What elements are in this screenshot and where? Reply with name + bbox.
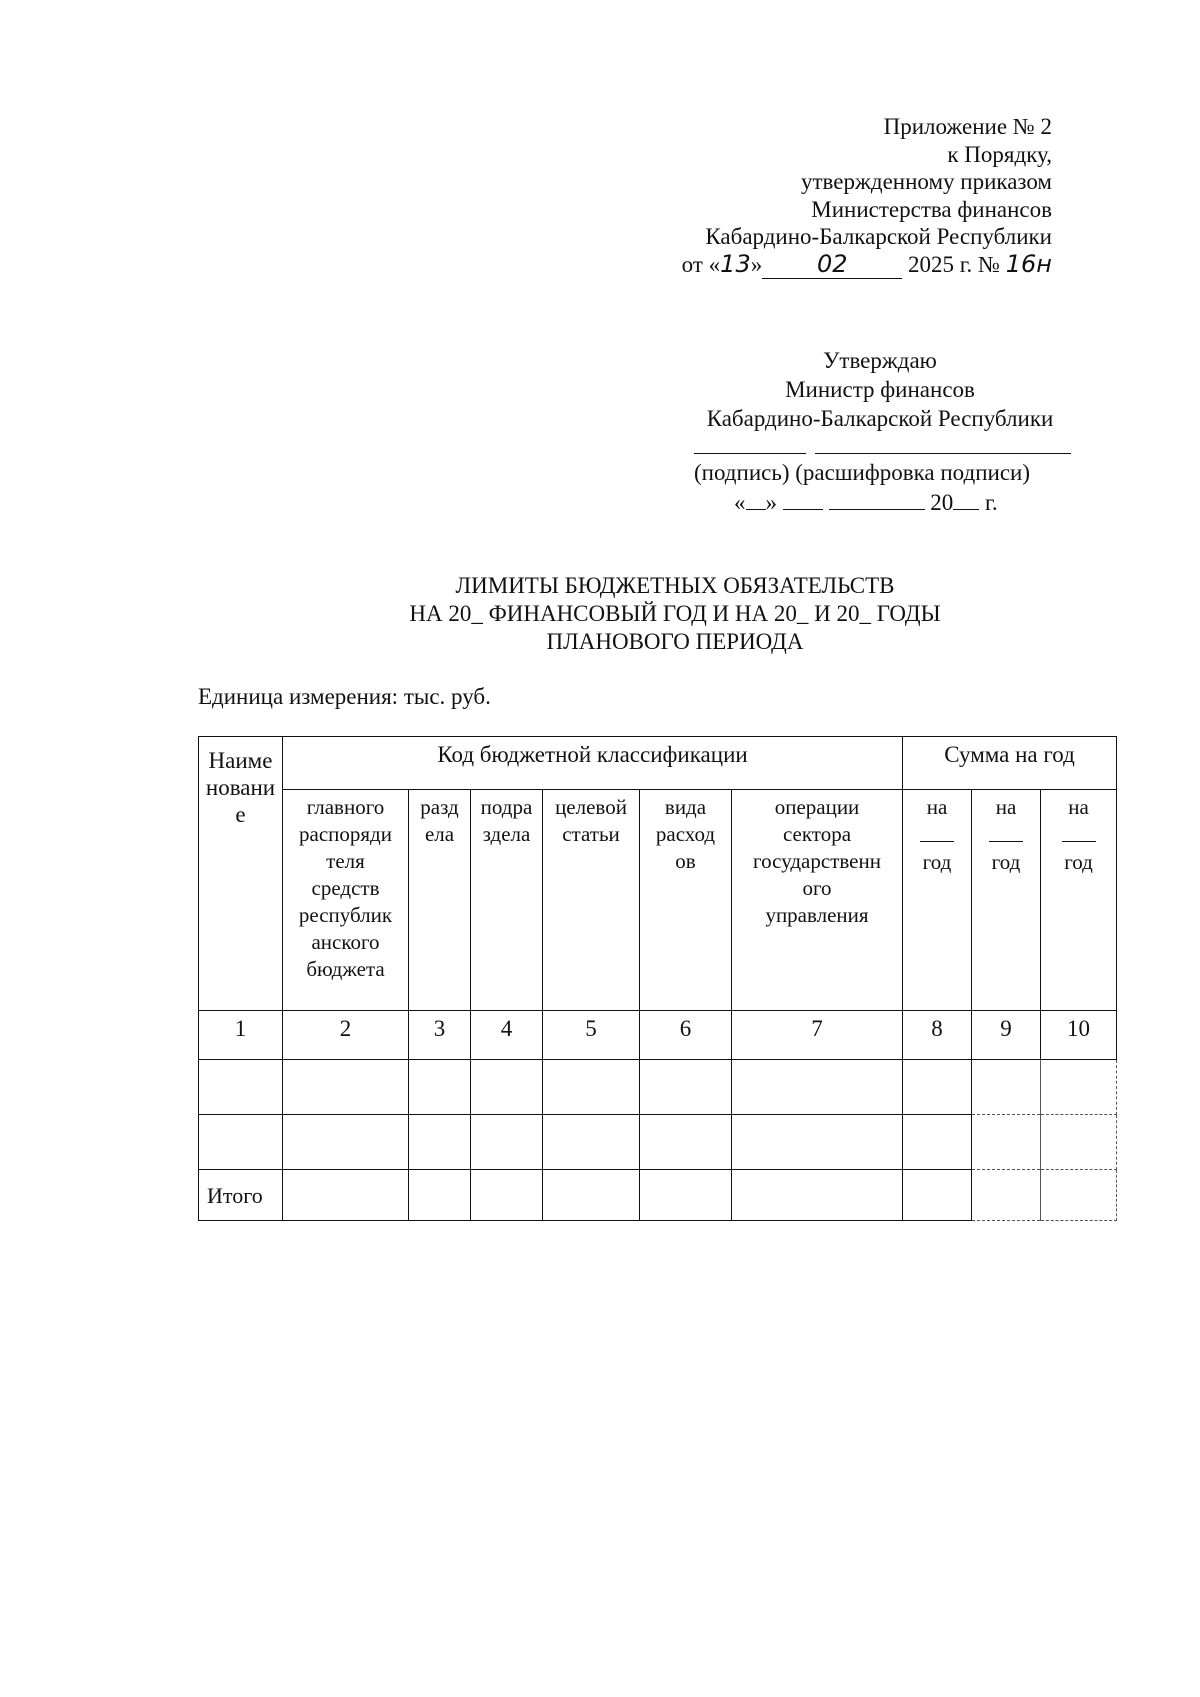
approval-line: Министр финансов bbox=[785, 377, 975, 402]
handwritten-number: 16н bbox=[1005, 249, 1052, 278]
approval-date bbox=[734, 490, 998, 516]
table-cell bbox=[640, 1060, 732, 1115]
table-cell bbox=[732, 1170, 903, 1221]
month-blank bbox=[829, 491, 925, 510]
annex-line: Кабардино-Балкарской Республики bbox=[705, 224, 1052, 249]
total-label: Итого bbox=[199, 1170, 283, 1221]
subheader-row bbox=[199, 790, 1117, 1011]
approval-block bbox=[690, 346, 1070, 433]
column-number: 5 bbox=[543, 1011, 640, 1060]
column-number: 1 bbox=[199, 1011, 283, 1060]
col-header-subsection: подра здела bbox=[471, 790, 543, 1011]
table-cell bbox=[543, 1170, 640, 1221]
signature-decoding-line bbox=[815, 453, 1071, 454]
limits-table bbox=[198, 736, 1117, 1221]
table-cell bbox=[972, 1060, 1041, 1115]
month-blank bbox=[783, 491, 823, 510]
kbk-header: Код бюджетной классификации bbox=[283, 737, 903, 790]
table-cell bbox=[640, 1115, 732, 1170]
day-blank bbox=[746, 491, 766, 510]
year-blank bbox=[953, 491, 979, 510]
annex-line: утвержденному приказом bbox=[801, 169, 1052, 194]
table-cell bbox=[1041, 1170, 1117, 1221]
date-open: « bbox=[734, 490, 746, 515]
table-cell bbox=[283, 1060, 409, 1115]
document-title bbox=[360, 572, 990, 656]
annex-line: Приложение № 2 bbox=[883, 114, 1052, 139]
col-header-expense-type: вида расход ов bbox=[640, 790, 732, 1011]
unit-of-measure: Единица измерения: тыс. руб. bbox=[198, 684, 491, 709]
col-header-year-3: на год bbox=[1041, 790, 1117, 1011]
signature-line bbox=[694, 453, 806, 454]
table-row bbox=[199, 1115, 1117, 1170]
table-cell bbox=[640, 1170, 732, 1221]
column-number: 7 bbox=[732, 1011, 903, 1060]
title-line: ПЛАНОВОГО ПЕРИОДА bbox=[546, 629, 804, 654]
handwritten-month: 02 bbox=[816, 249, 848, 278]
approval-line: Кабардино-Балкарской Республики bbox=[706, 406, 1054, 431]
column-number: 4 bbox=[471, 1011, 543, 1060]
table-cell bbox=[903, 1170, 972, 1221]
col-header-operation: операции сектора государственн ого управления bbox=[732, 790, 903, 1011]
year-blank bbox=[920, 821, 954, 842]
month-field bbox=[762, 251, 902, 280]
annex-date-line bbox=[682, 251, 1052, 280]
table-cell bbox=[409, 1060, 471, 1115]
year-blank bbox=[1062, 821, 1096, 842]
table-cell bbox=[1041, 1060, 1117, 1115]
column-number-row bbox=[199, 1011, 1117, 1060]
table-cell bbox=[283, 1170, 409, 1221]
col-header-section: разд ела bbox=[409, 790, 471, 1011]
column-number: 3 bbox=[409, 1011, 471, 1060]
col-header-target: целевой статьи bbox=[543, 790, 640, 1011]
table-cell bbox=[732, 1060, 903, 1115]
table-cell bbox=[199, 1115, 283, 1170]
year-blank bbox=[989, 821, 1023, 842]
col-header-chief-manager: главного распоряди теля средств республик анского бюджета bbox=[283, 790, 409, 1011]
table-cell bbox=[903, 1060, 972, 1115]
column-number: 9 bbox=[972, 1011, 1041, 1060]
table-cell bbox=[471, 1060, 543, 1115]
annex-line: Министерства финансов bbox=[811, 196, 1052, 222]
sum-header: Сумма на год bbox=[903, 737, 1117, 790]
signature-caption: (подпись) (расшифровка подписи) bbox=[694, 460, 1031, 485]
col-header-year-2: на год bbox=[972, 790, 1041, 1011]
header-row bbox=[199, 737, 1117, 790]
table-cell bbox=[903, 1115, 972, 1170]
table-cell bbox=[543, 1060, 640, 1115]
table-cell bbox=[409, 1170, 471, 1221]
column-number: 10 bbox=[1041, 1011, 1117, 1060]
table-cell bbox=[732, 1115, 903, 1170]
table-cell bbox=[471, 1115, 543, 1170]
table-cell bbox=[199, 1060, 283, 1115]
table-cell bbox=[1041, 1115, 1117, 1170]
handwritten-day: 13 bbox=[720, 249, 751, 278]
table-cell bbox=[283, 1115, 409, 1170]
year-text: 2025 г. № bbox=[907, 251, 1001, 277]
date-close: » bbox=[765, 490, 777, 515]
title-line: ЛИМИТЫ БЮДЖЕТНЫХ ОБЯЗАТЕЛЬСТВ bbox=[455, 573, 895, 598]
date-mid: » bbox=[750, 251, 763, 277]
annex-line: к Порядку, bbox=[947, 141, 1052, 167]
date-prefix: от « bbox=[681, 251, 721, 277]
approval-line: Утверждаю bbox=[823, 348, 937, 373]
total-row bbox=[199, 1170, 1117, 1221]
column-number: 6 bbox=[640, 1011, 732, 1060]
table-row bbox=[199, 1060, 1117, 1115]
year-prefix: 20 bbox=[930, 490, 954, 515]
table-cell bbox=[409, 1115, 471, 1170]
table-cell bbox=[543, 1115, 640, 1170]
table-cell bbox=[972, 1115, 1041, 1170]
table-cell bbox=[972, 1170, 1041, 1221]
annex-block bbox=[682, 113, 1052, 279]
table-cell bbox=[471, 1170, 543, 1221]
column-number: 8 bbox=[903, 1011, 972, 1060]
column-number: 2 bbox=[283, 1011, 409, 1060]
col-header-year-1: на год bbox=[903, 790, 972, 1011]
name-header: Наиме новани е bbox=[199, 737, 283, 1011]
year-suffix: г. bbox=[985, 490, 998, 515]
title-line: НА 20_ ФИНАНСОВЫЙ ГОД И НА 20_ И 20_ ГОДЫ bbox=[409, 601, 941, 626]
